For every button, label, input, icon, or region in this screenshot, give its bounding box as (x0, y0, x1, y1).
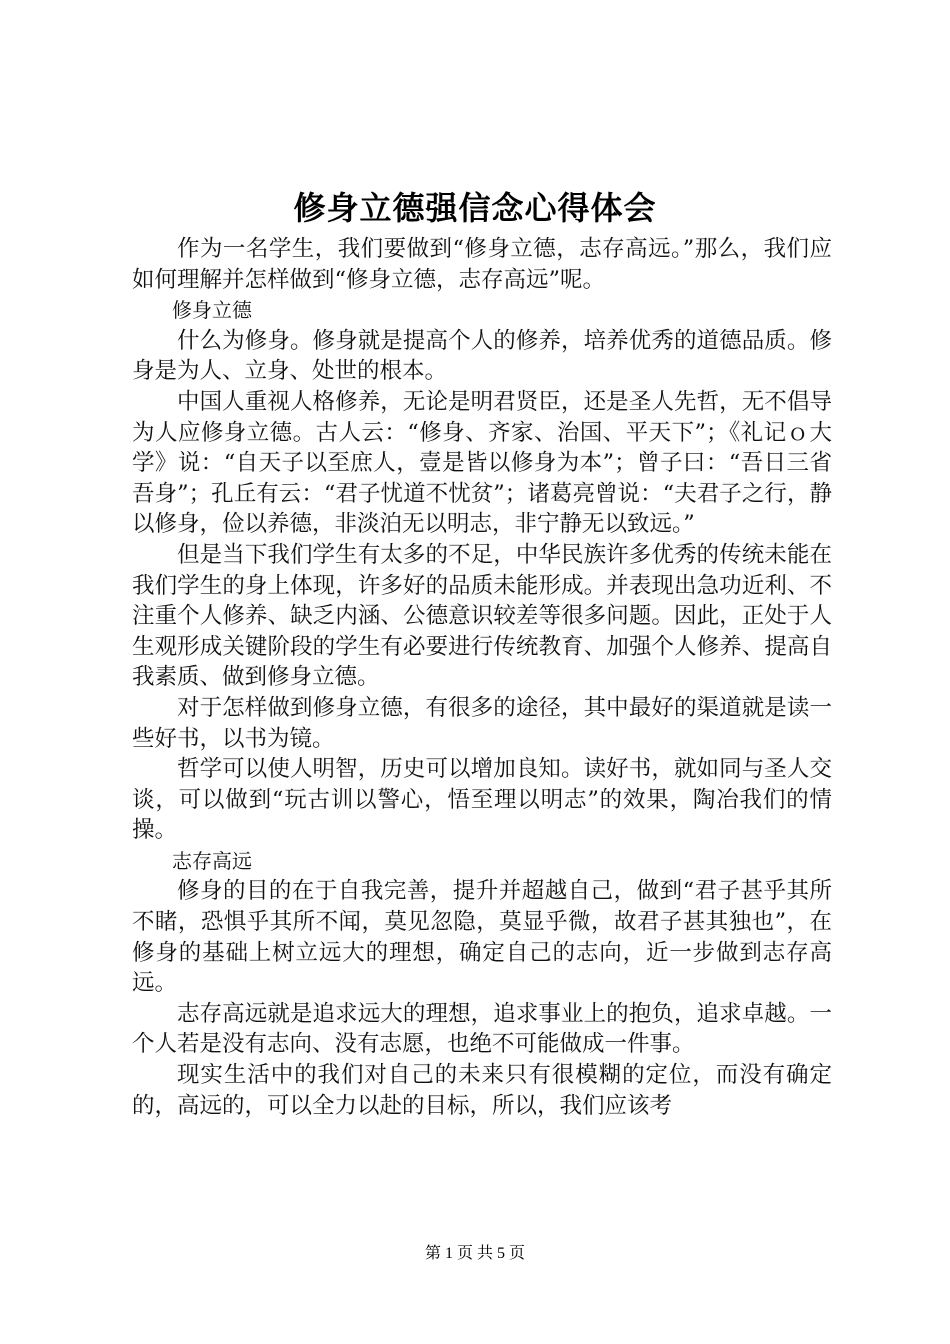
section-heading: 志存高远 (172, 848, 252, 873)
document-title: 修身立德强信念心得体会 (293, 189, 657, 227)
paragraph: 但是当下我们学生有太多的不足，中华民族许多优秀的传统未能在我们学生的身上体现，许多好的品质未能形成。并表现出急功近利、不注重个人修养、缺乏内涵、公德意识较差等很多问题。因此，正处于人生观形成关键阶段的学生有必要进行传统教育、加强个人修养、提高自我素质、做到修身立德。 (132, 541, 832, 691)
paragraph: 哲学可以使人明智，历史可以增加良知。读好书，就如同与圣人交谈，可以做到“玩古训以警心，悟至理以明志”的效果，陶冶我们的情操。 (132, 756, 832, 844)
page-footer: 第 1 页 共 5 页 (424, 1245, 525, 1262)
paragraph: 对于怎样做到修身立德，有很多的途径，其中最好的渠道就是读一些好书，以书为镜。 (132, 694, 832, 752)
paragraph: 志存高远就是追求远大的理想，追求事业上的抱负，追求卓越。一个人若是没有志向、没有志愿，也绝不可能做成一件事。 (132, 1000, 832, 1058)
document-body (132, 234, 832, 1121)
paragraph: 现实生活中的我们对自己的未来只有很模糊的定位，而没有确定的，高远的，可以全力以赴的目标，所以，我们应该考 (132, 1062, 832, 1119)
section-heading: 修身立德 (172, 298, 252, 323)
paragraph: 修身的目的在于自我完善，提升并超越自己，做到“君子甚乎其所不睹，恐惧乎其所不闻，莫见忽隐，莫显乎微，故君子甚其独也”，在修身的基础上树立远大的理想，确定自己的志向，近一步做到志存高远。 (132, 878, 832, 997)
paragraph: 中国人重视人格修养，无论是明君贤臣，还是圣人先哲，无不倡导为人应修身立德。古人云：“修身、齐家、治国、平天下”；《礼记ｏ大学》说：“自天子以至庶人，壹是皆以修身为本”；曾子曰：“吾日三省吾身”；孔丘有云：“君子忧道不忧贫”；诸葛亮曾说：“夫君子之行，静以修身，俭以养德，非淡泊无以明志，非宁静无以致远。” (132, 388, 832, 538)
paragraph: 什么为修身。修身就是提高个人的修养，培养优秀的道德品质。修身是为人、立身、处世的根本。 (132, 327, 832, 385)
paragraph: 作为一名学生，我们要做到“修身立德，志存高远。”那么，我们应如何理解并怎样做到“修身立德，志存高远”呢。 (132, 236, 832, 293)
